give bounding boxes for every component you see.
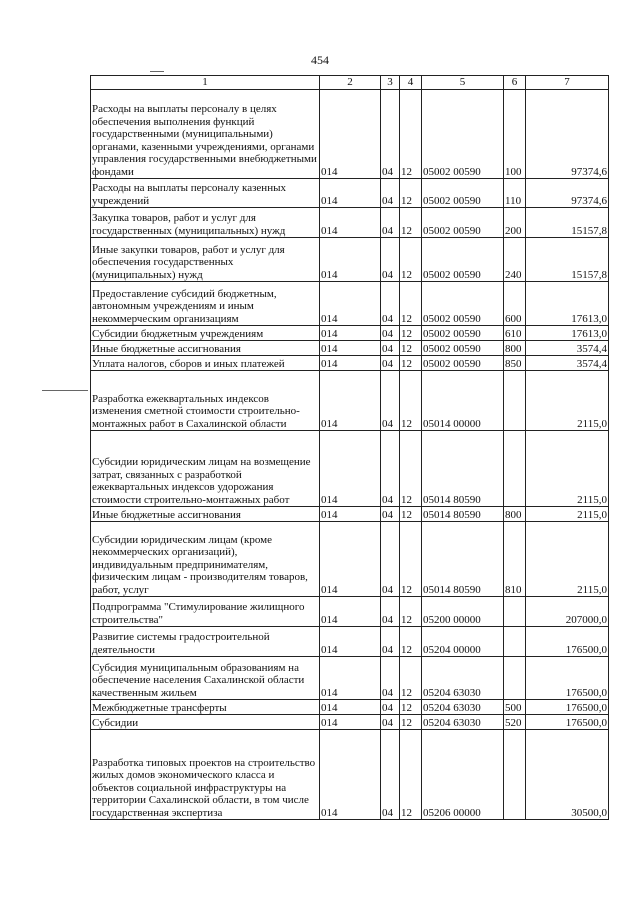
- table-row: [91, 730, 609, 820]
- row-amount: 15157,8: [526, 238, 609, 282]
- table-row: [91, 431, 609, 507]
- row-rz: 04: [381, 657, 400, 700]
- row-csr: 05014 80590: [422, 507, 504, 522]
- table-row: [91, 326, 609, 341]
- row-amount: 3574,4: [526, 356, 609, 371]
- table-row: [91, 282, 609, 326]
- row-vr: [504, 627, 526, 657]
- row-rz: 04: [381, 730, 400, 820]
- row-vr: 850: [504, 356, 526, 371]
- row-csr: 05002 00590: [422, 326, 504, 341]
- row-name: Субсидии бюджетным учреждениям: [91, 326, 320, 341]
- row-pr: 12: [400, 507, 422, 522]
- row-amount: 2115,0: [526, 371, 609, 431]
- row-name: Иные закупки товаров, работ и услуг для обеспечения государственных (муниципальных) нужд: [91, 238, 320, 282]
- row-rz: 04: [381, 282, 400, 326]
- row-gr: 014: [320, 326, 381, 341]
- row-name: Субсидия муниципальным образованиям на обеспечение населения Сахалинской области качественным жильем: [91, 657, 320, 700]
- table-row: [91, 371, 609, 431]
- scan-mark-top-left: [150, 71, 164, 72]
- page-number: 454: [311, 53, 329, 67]
- row-pr: 12: [400, 431, 422, 507]
- row-csr: 05204 63030: [422, 657, 504, 700]
- row-amount: 17613,0: [526, 282, 609, 326]
- row-csr: 05014 80590: [422, 522, 504, 597]
- header-col-2: 2: [320, 76, 381, 90]
- row-csr: 05002 00590: [422, 341, 504, 356]
- row-name: Закупка товаров, работ и услуг для государственных (муниципальных) нужд: [91, 208, 320, 238]
- row-rz: 04: [381, 700, 400, 715]
- row-pr: 12: [400, 522, 422, 597]
- row-pr: 12: [400, 597, 422, 627]
- row-amount: 97374,6: [526, 90, 609, 179]
- row-rz: 04: [381, 507, 400, 522]
- row-pr: 12: [400, 341, 422, 356]
- row-csr: 05014 00000: [422, 371, 504, 431]
- budget-table: [90, 75, 609, 820]
- row-amount: 30500,0: [526, 730, 609, 820]
- row-vr: 810: [504, 522, 526, 597]
- row-csr: 05206 00000: [422, 730, 504, 820]
- row-gr: 014: [320, 522, 381, 597]
- row-csr: 05014 80590: [422, 431, 504, 507]
- row-name: Разработка ежеквартальных индексов изменения сметной стоимости строительно-монтажных работ в Сахалинской области: [91, 371, 320, 431]
- row-csr: 05002 00590: [422, 282, 504, 326]
- row-csr: 05204 63030: [422, 715, 504, 730]
- row-amount: 2115,0: [526, 431, 609, 507]
- row-amount: 176500,0: [526, 627, 609, 657]
- row-amount: 207000,0: [526, 597, 609, 627]
- table-row: [91, 90, 609, 179]
- row-pr: 12: [400, 715, 422, 730]
- row-name: Расходы на выплаты персоналу казенных учреждений: [91, 179, 320, 208]
- row-name: Иные бюджетные ассигнования: [91, 507, 320, 522]
- row-rz: 04: [381, 208, 400, 238]
- table-row: [91, 657, 609, 700]
- row-vr: 100: [504, 90, 526, 179]
- header-col-1: 1: [91, 76, 320, 90]
- row-amount: 176500,0: [526, 700, 609, 715]
- row-rz: 04: [381, 341, 400, 356]
- row-csr: 05002 00590: [422, 90, 504, 179]
- row-name: Межбюджетные трансферты: [91, 700, 320, 715]
- row-amount: 3574,4: [526, 341, 609, 356]
- row-gr: 014: [320, 507, 381, 522]
- row-vr: 240: [504, 238, 526, 282]
- row-name: Расходы на выплаты персоналу в целях обеспечения выполнения функций государственными (муниципальными) органами, казенными учреждениями, органами управления государственными внебюджетными фондами: [91, 90, 320, 179]
- row-pr: 12: [400, 179, 422, 208]
- row-gr: 014: [320, 238, 381, 282]
- table-row: [91, 341, 609, 356]
- row-vr: [504, 730, 526, 820]
- row-pr: 12: [400, 371, 422, 431]
- row-csr: 05200 00000: [422, 597, 504, 627]
- row-name: Разработка типовых проектов на строительство жилых домов экономического класса и объектов социальной инфраструктуры на территории Сахалинской области, в том числе государственная экспертиза: [91, 730, 320, 820]
- row-name: Субсидии юридическим лицам (кроме некоммерческих организаций), индивидуальным предпринимателям, физическим лицам - производителям товаров, работ, услуг: [91, 522, 320, 597]
- row-vr: 800: [504, 341, 526, 356]
- row-pr: 12: [400, 208, 422, 238]
- row-pr: 12: [400, 238, 422, 282]
- row-pr: 12: [400, 700, 422, 715]
- row-gr: 014: [320, 282, 381, 326]
- row-rz: 04: [381, 356, 400, 371]
- row-gr: 014: [320, 90, 381, 179]
- row-csr: 05002 00590: [422, 238, 504, 282]
- row-vr: 200: [504, 208, 526, 238]
- table-row: [91, 179, 609, 208]
- row-rz: 04: [381, 431, 400, 507]
- row-pr: 12: [400, 627, 422, 657]
- row-rz: 04: [381, 179, 400, 208]
- row-amount: 176500,0: [526, 657, 609, 700]
- row-rz: 04: [381, 90, 400, 179]
- row-amount: 2115,0: [526, 522, 609, 597]
- row-amount: 2115,0: [526, 507, 609, 522]
- row-gr: 014: [320, 627, 381, 657]
- row-csr: 05204 00000: [422, 627, 504, 657]
- header-col-7: 7: [526, 76, 609, 90]
- row-csr: 05002 00590: [422, 179, 504, 208]
- table-row: [91, 715, 609, 730]
- row-rz: 04: [381, 627, 400, 657]
- table-row: [91, 700, 609, 715]
- header-col-3: 3: [381, 76, 400, 90]
- row-vr: 800: [504, 507, 526, 522]
- row-vr: 600: [504, 282, 526, 326]
- row-vr: 110: [504, 179, 526, 208]
- row-gr: 014: [320, 179, 381, 208]
- row-gr: 014: [320, 356, 381, 371]
- table-row: [91, 208, 609, 238]
- row-name: Предоставление субсидий бюджетным, автономным учреждениям и иным некоммерческим организациям: [91, 282, 320, 326]
- row-gr: 014: [320, 657, 381, 700]
- row-gr: 014: [320, 341, 381, 356]
- row-gr: 014: [320, 371, 381, 431]
- row-name: Субсидии: [91, 715, 320, 730]
- row-vr: [504, 371, 526, 431]
- row-amount: 15157,8: [526, 208, 609, 238]
- row-pr: 12: [400, 730, 422, 820]
- row-pr: 12: [400, 282, 422, 326]
- table-row: [91, 522, 609, 597]
- row-rz: 04: [381, 238, 400, 282]
- row-name: Уплата налогов, сборов и иных платежей: [91, 356, 320, 371]
- scan-mark-left-mid: [42, 390, 88, 391]
- row-vr: 520: [504, 715, 526, 730]
- row-vr: 610: [504, 326, 526, 341]
- row-pr: 12: [400, 90, 422, 179]
- row-vr: [504, 431, 526, 507]
- table-row: [91, 356, 609, 371]
- row-rz: 04: [381, 715, 400, 730]
- row-rz: 04: [381, 371, 400, 431]
- row-name: Развитие системы градостроительной деятельности: [91, 627, 320, 657]
- header-col-6: 6: [504, 76, 526, 90]
- row-name: Субсидии юридическим лицам на возмещение затрат, связанных с разработкой ежеквартальных индексов удорожания стоимости строительно-монтажных работ: [91, 431, 320, 507]
- row-pr: 12: [400, 356, 422, 371]
- row-vr: [504, 597, 526, 627]
- row-gr: 014: [320, 208, 381, 238]
- table-row: [91, 627, 609, 657]
- row-amount: 17613,0: [526, 326, 609, 341]
- table-header-row: [91, 76, 609, 90]
- table-row: [91, 238, 609, 282]
- row-gr: 014: [320, 730, 381, 820]
- header-col-5: 5: [422, 76, 504, 90]
- row-vr: [504, 657, 526, 700]
- row-amount: 176500,0: [526, 715, 609, 730]
- row-rz: 04: [381, 326, 400, 341]
- row-csr: 05002 00590: [422, 356, 504, 371]
- row-csr: 05204 63030: [422, 700, 504, 715]
- row-rz: 04: [381, 597, 400, 627]
- table-row: [91, 597, 609, 627]
- row-gr: 014: [320, 700, 381, 715]
- row-pr: 12: [400, 657, 422, 700]
- row-gr: 014: [320, 715, 381, 730]
- row-name: Иные бюджетные ассигнования: [91, 341, 320, 356]
- header-col-4: 4: [400, 76, 422, 90]
- row-pr: 12: [400, 326, 422, 341]
- row-gr: 014: [320, 597, 381, 627]
- row-csr: 05002 00590: [422, 208, 504, 238]
- row-name: Подпрограмма "Стимулирование жилищного строительства": [91, 597, 320, 627]
- row-gr: 014: [320, 431, 381, 507]
- row-vr: 500: [504, 700, 526, 715]
- row-amount: 97374,6: [526, 179, 609, 208]
- table-row: [91, 507, 609, 522]
- row-rz: 04: [381, 522, 400, 597]
